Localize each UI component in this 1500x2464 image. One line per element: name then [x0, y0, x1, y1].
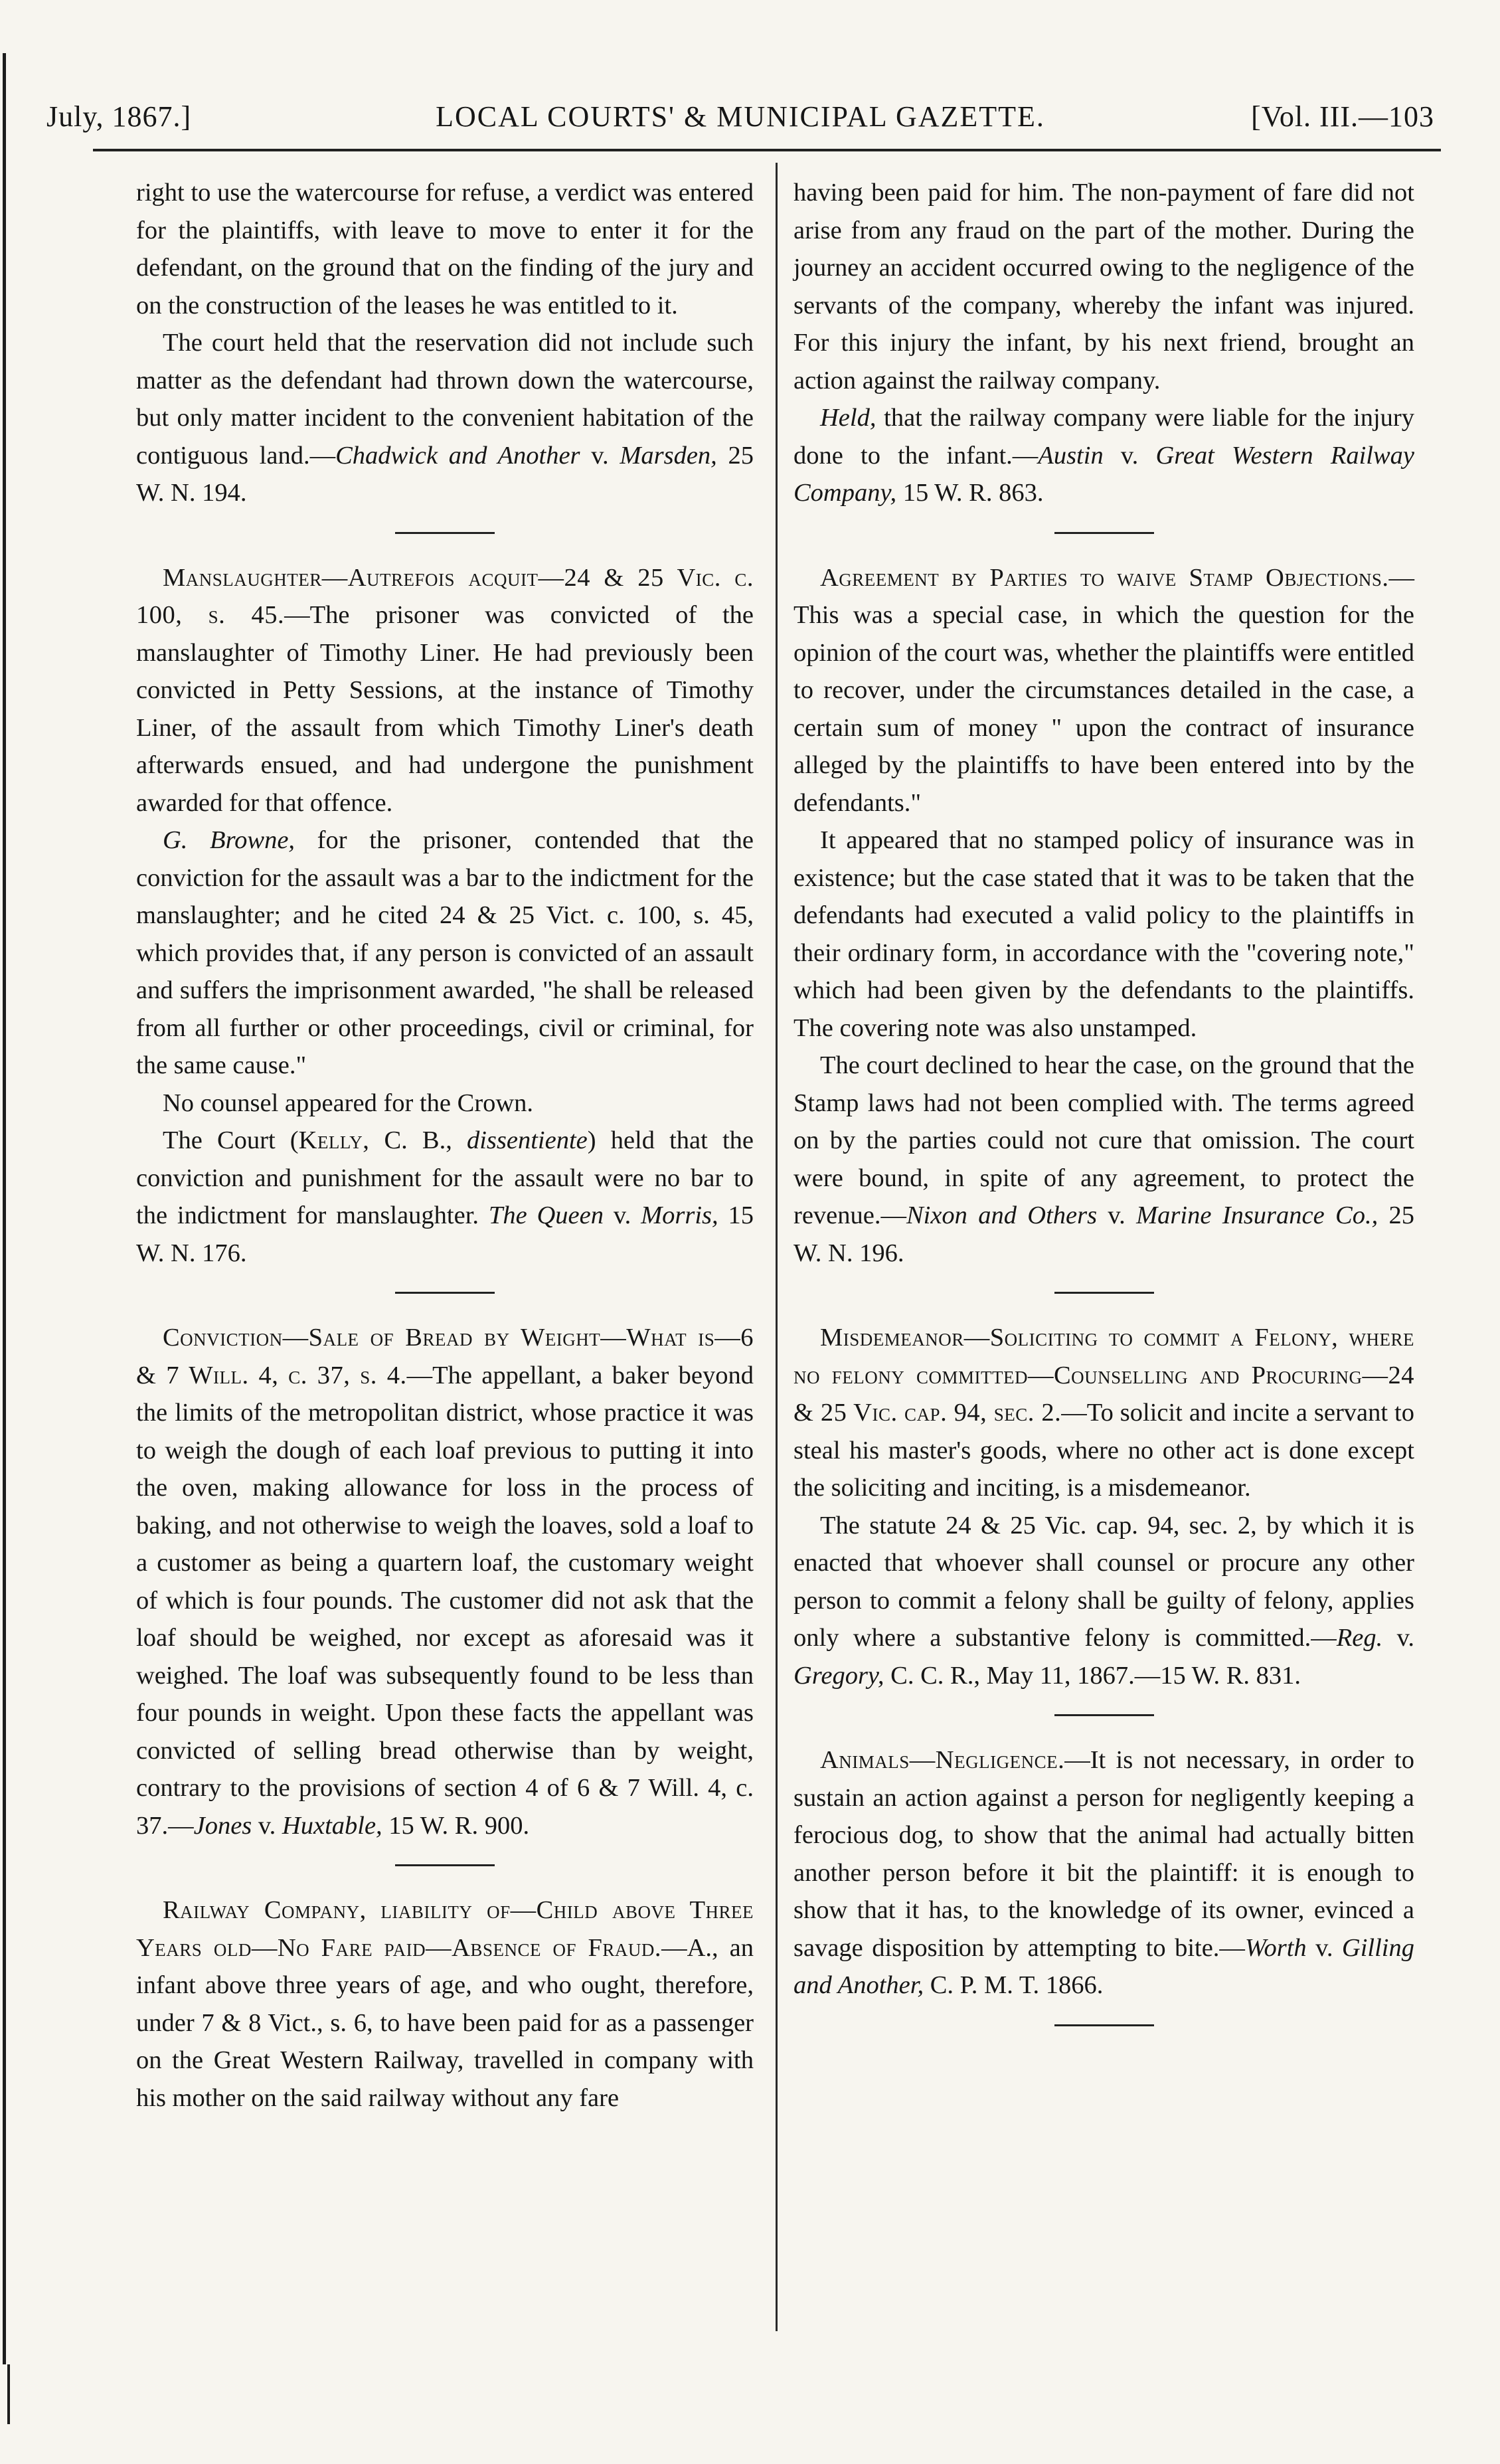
section-separator	[395, 1864, 495, 1866]
section-separator	[1054, 1292, 1154, 1294]
paragraph: right to use the watercourse for refuse, a verdict was entered for the plaintiffs, with leave to move to enter it for the defendant, on the ground that on the finding of the jury and on the construction of the leases he was entitled to it.	[136, 179, 754, 319]
case-entry-animals: Animals—Negligence.—It is not necessary, in order to sustain an action against a person for negligently keeping a ferocious dog, to show that the animal had actually bitten another person before it bit the plaintiff: it is enough to show that it has, to the knowledge of its owner, evinced a savage disposition by attempting to bite.—Worth v. Gilling and Another, C. P. M. T. 1866.	[793, 1746, 1414, 1999]
case-entry-conviction: Conviction—Sale of Bread by Weight—What is—6 & 7 Will. 4, c. 37, s. 4.—The appellant, a baker beyond the limits of the metropolitan district, whose practice it was to weigh the dough of each loaf previous to putting it into the oven, making allowance for loss in the process of baking, and not otherwise to weigh the loaves, sold a loaf to a customer as being a quartern loaf, the customary weight of which is four pounds. The customer did not ask that the loaf should be weighed, nor except as aforesaid was it weighed. The loaf was subsequently found to be less than four pounds in weight. Upon these facts the appellant was convicted of selling bread otherwise than by weight, contrary to the provisions of section 4 of 6 & 7 Will. 4, c. 37.—Jones v. Huxtable, 15 W. R. 900.	[136, 1324, 754, 1840]
paragraph: The Court (Kelly, C. B., dissentiente) held that the conviction and punishment for the assault were no bar to the indictment for manslaughter. The Queen v. Morris, 15 W. N. 176.	[136, 1126, 754, 1267]
left-column	[136, 174, 754, 2117]
section-separator	[1054, 532, 1154, 534]
case-heading: Misdemeanor—Soliciting to commit a Felony, where no felony committed—Counselling and Procuring—24 & 25 Vic. cap. 94, sec. 2.	[793, 1324, 1414, 1427]
paragraph: having been paid for him. The non-payment of fare did not arise from any fraud on the part of the mother. During the journey an accident occurred owing to the negligence of the servants of the company, whereby the infant was injured. For this injury the infant, by his next friend, brought an action against the railway company.	[793, 179, 1414, 395]
header-date: July, 1867.]	[46, 100, 192, 133]
paragraph: The court declined to hear the case, on the ground that the Stamp laws had not been complied with. The terms agreed on by the parties could not cure that omission. The court were bound, in spite of any agreement, to protect the revenue.—Nixon and Others v. Marine Insurance Co., 25 W. N. 196.	[793, 1051, 1415, 1267]
case-heading: Agreement by Parties to waive Stamp Objections.	[820, 563, 1389, 592]
page-binding-mark	[0, 2364, 17, 2424]
paragraph: The statute 24 & 25 Vic. cap. 94, sec. 2, by which it is enacted that whoever shall counsel or procure any other person to commit a felony shall be guilty of felony, applies only where a substantive felony is committed.—Reg. v. Gregory, C. C. R., May 11, 1867.—15 W. R. 831.	[793, 1511, 1414, 1690]
header-volume-page: [Vol. III.—103	[1251, 100, 1434, 133]
paragraph: Held, that the railway company were liable for the injury done to the infant.—Austin v. Great Western Railway Company, 15 W. R. 863.	[793, 404, 1415, 507]
case-entry-manslaughter: Manslaughter—Autrefois acquit—24 & 25 Vic. c. 100, s. 45.—The prisoner was convicted of the manslaughter of Timothy Liner. He had previously been convicted in Petty Sessions, at the instance of Timothy Liner, of the assault from which Timothy Liner's death afterwards ensued, and had undergone the punishment awarded for that offence.	[136, 563, 754, 817]
section-separator	[395, 532, 495, 534]
page-binding-rule	[3, 53, 6, 2364]
section-separator	[1054, 2024, 1154, 2026]
paragraph: It appeared that no stamped policy of insurance was in existence; but the case stated that it was to be taken that the defendants had executed a valid policy to the plaintiffs in their ordinary form, in accordance with the "covering note," which had been given by the defendants to the plaintiffs. The covering note was also unstamped.	[793, 826, 1414, 1042]
case-heading: Railway Company, liability of—Child above Three Years old—No Fare paid—Absence of Fraud.	[136, 1896, 754, 1962]
case-heading: Conviction—Sale of Bread by Weight—What is—6 & 7 Will. 4, c. 37, s. 4.	[136, 1324, 754, 1389]
case-heading: Manslaughter—Autrefois acquit—24 & 25 Vic. c. 100, s. 45.	[136, 563, 754, 629]
paragraph: The court held that the reservation did not include such matter as the defendant had thrown down the watercourse, but only matter incident to the convenient habitation of the contiguous land.—Chadwick and Another v. Marsden, 25 W. N. 194.	[136, 329, 754, 507]
paragraph: No counsel appeared for the Crown.	[163, 1089, 534, 1117]
case-entry-agreement: Agreement by Parties to waive Stamp Objections.—This was a special case, in which the question for the opinion of the court was, whether the plaintiffs were entitled to recover, under the circumstances detailed in the case, a certain sum of money " upon the contract of insurance alleged by the plaintiffs to have been entered into by the defendants."	[793, 563, 1414, 817]
section-separator	[395, 1292, 495, 1294]
paragraph: G. Browne, for the prisoner, contended that the conviction for the assault was a bar to the indictment for the manslaughter; and he cited 24 & 25 Vict. c. 100, s. 45, which provides that, if any person is convicted of an assault and suffers the imprisonment awarded, "he shall be released from all further or other proceedings, civil or criminal, for the same cause."	[136, 826, 754, 1079]
case-entry-railway: Railway Company, liability of—Child above Three Years old—No Fare paid—Absence of Fraud.—A., an infant above three years of age, and who ought, therefore, under 7 & 8 Vict., s. 6, to have been paid for as a passenger on the Great Western Railway, travelled in company with his mother on the said railway without any fare	[136, 1896, 754, 2112]
running-header	[46, 100, 1434, 146]
header-title: LOCAL COURTS' & MUNICIPAL GAZETTE.	[436, 100, 1045, 133]
header-rule	[93, 149, 1441, 151]
section-separator	[1054, 1714, 1154, 1716]
case-entry-misdemeanor: Misdemeanor—Soliciting to commit a Felony, where no felony committed—Counselling and Procuring—24 & 25 Vic. cap. 94, sec. 2.—To solicit and incite a servant to steal his master's goods, where no other act is done except the soliciting and inciting, is a misdemeanor.	[793, 1324, 1414, 1502]
right-column	[793, 174, 1414, 2052]
column-divider	[776, 163, 778, 2331]
case-heading: Animals—Negligence.	[820, 1746, 1065, 1774]
